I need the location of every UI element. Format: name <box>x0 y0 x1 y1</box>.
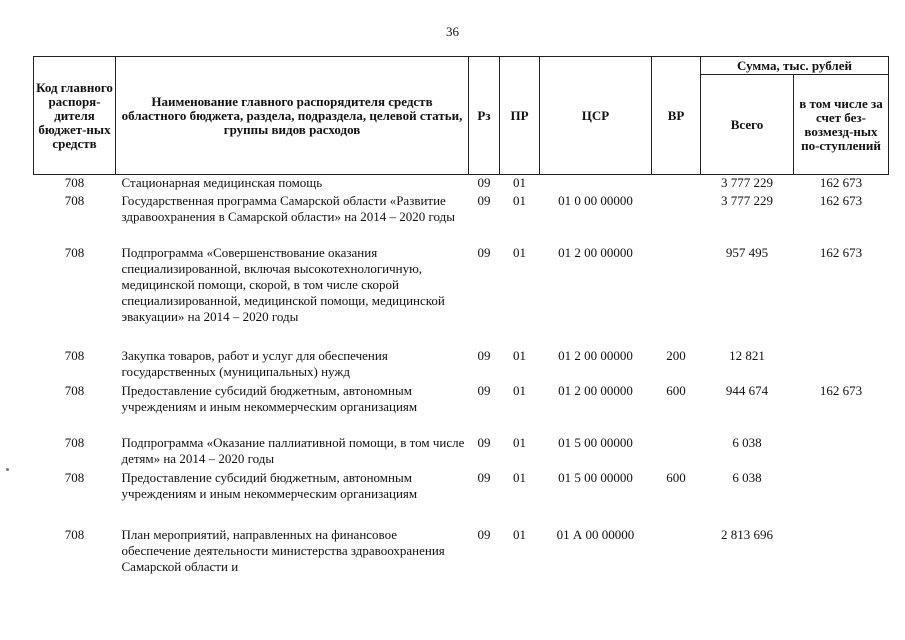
cell-csr: 01 2 00 00000 <box>558 382 633 398</box>
cell-total: 3 777 229 <box>721 192 773 208</box>
cell-csr: 01 5 00 00000 <box>558 434 633 450</box>
cell-pr: 01 <box>513 175 526 190</box>
cell-vr <box>652 527 701 579</box>
cell-total: 944 674 <box>725 382 769 398</box>
cell-rz: 09 <box>477 192 491 208</box>
header-total: Всего <box>701 75 794 175</box>
cell-total: 12 821 <box>729 347 765 363</box>
cell-csr: 01 А 00 00000 <box>556 526 635 542</box>
table-row <box>34 470 889 527</box>
cell-csr: 01 2 00 00000 <box>558 347 633 363</box>
cell-code: 708 <box>64 469 85 485</box>
cell-name: Подпрограмма «Оказание паллиативной помощи, в том числе детям» на 2014 – 2020 годы <box>121 434 465 466</box>
cell-code: 708 <box>64 192 85 208</box>
cell-total: 3 777 229 <box>721 175 773 190</box>
cell-name: Предоставление субсидий бюджетным, автономным учреждениям и иным некоммерческим организациям <box>121 469 418 501</box>
cell-pr: 01 <box>513 469 526 485</box>
cell-code: 708 <box>64 347 85 363</box>
table-header <box>34 57 889 175</box>
cell-free: 162 673 <box>819 382 863 398</box>
cell-total: 957 495 <box>725 244 769 260</box>
cell-code: 708 <box>64 434 85 450</box>
cell-name: Закупка товаров, работ и услуг для обеспечения государственных (муниципальных) нужд <box>121 347 388 379</box>
cell-rz: 09 <box>477 382 491 398</box>
cell-vr <box>652 175 701 193</box>
cell-vr <box>652 193 701 245</box>
header-csr: ЦСР <box>540 57 652 175</box>
cell-rz: 09 <box>477 434 491 450</box>
header-free: в том числе за счет без-возмезд-ных по-ступлений <box>794 75 889 175</box>
cell-csr: 01 0 00 00000 <box>558 192 633 208</box>
cell-pr: 01 <box>513 244 526 260</box>
cell-free <box>794 527 889 579</box>
scan-speck <box>6 468 9 471</box>
cell-pr: 01 <box>513 434 526 450</box>
cell-free <box>794 348 889 383</box>
cell-free: 162 673 <box>819 192 863 208</box>
cell-code: 708 <box>64 382 85 398</box>
cell-csr <box>540 175 652 193</box>
header-sum-group: Сумма, тыс. рублей <box>701 57 889 75</box>
table-row <box>34 527 889 579</box>
cell-pr: 01 <box>513 347 526 363</box>
cell-total: 6 038 <box>732 469 762 485</box>
table-row <box>34 348 889 383</box>
cell-code: 708 <box>64 526 85 542</box>
cell-name: Подпрограмма «Совершенствование оказания специализированной, включая высокотехнологичную, медицинской помощи, скорой, в том числе скорой специализированной, медицинской помощи, медицинской эвакуации» на 2014 – 2020 годы <box>121 244 445 324</box>
cell-name: План мероприятий, направленных на финансовое обеспечение деятельности министерства здравоохранения Самарской области и <box>121 526 445 574</box>
table-row <box>34 245 889 348</box>
cell-free: 162 673 <box>819 175 863 190</box>
cell-rz: 09 <box>477 244 491 260</box>
budget-table <box>33 56 889 579</box>
cell-code: 708 <box>64 175 85 190</box>
cell-pr: 01 <box>513 192 526 208</box>
header-pr: ПР <box>500 57 540 175</box>
cell-pr: 01 <box>513 382 526 398</box>
cell-csr: 01 2 00 00000 <box>558 244 633 260</box>
cell-code: 708 <box>64 244 85 260</box>
header-vr: ВР <box>652 57 701 175</box>
table-body <box>34 175 889 579</box>
header-name: Наименование главного распорядителя средств областного бюджета, раздела, подраздела, целевой статьи, группы видов расходов <box>116 57 469 175</box>
cell-rz: 09 <box>477 469 491 485</box>
cell-csr: 01 5 00 00000 <box>558 469 633 485</box>
page-number: 36 <box>446 24 459 39</box>
cell-rz: 09 <box>477 175 491 190</box>
cell-vr <box>652 245 701 348</box>
cell-free <box>794 435 889 470</box>
cell-vr: 600 <box>666 469 686 485</box>
cell-free <box>794 470 889 527</box>
cell-rz: 09 <box>477 347 491 363</box>
table-row <box>34 383 889 435</box>
header-code: Код главного распоря-дителя бюджет-ных средств <box>34 57 116 175</box>
cell-vr <box>652 435 701 470</box>
table-row <box>34 435 889 470</box>
cell-free: 162 673 <box>819 244 863 260</box>
cell-rz: 09 <box>477 526 491 542</box>
table-row <box>34 193 889 245</box>
cell-name: Государственная программа Самарской области «Развитие здравоохранения в Самарской области» на 2014 – 2020 годы <box>121 192 455 224</box>
cell-name: Предоставление субсидий бюджетным, автономным учреждениям и иным некоммерческим организациям <box>121 382 418 414</box>
cell-pr: 01 <box>513 526 526 542</box>
cell-vr: 200 <box>666 347 686 363</box>
cell-total: 2 813 696 <box>721 526 773 542</box>
cell-total: 6 038 <box>732 434 762 450</box>
table-row <box>34 175 889 193</box>
header-rz: Рз <box>469 57 500 175</box>
cell-vr: 600 <box>666 382 686 398</box>
cell-name: Стационарная медицинская помощь <box>121 175 323 190</box>
